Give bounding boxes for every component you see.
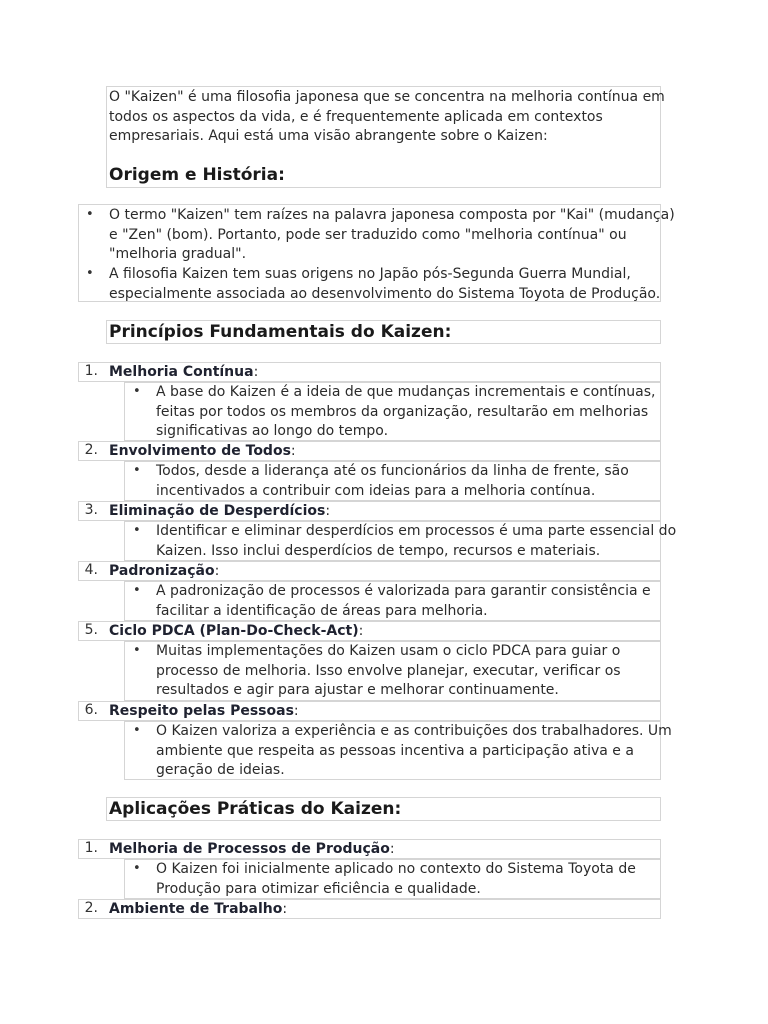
intro-paragraph: O "Kaizen" é uma filosofia japonesa que se concentra na melhoria contínua em todos os aspectos da vida, e é frequentemente aplicada em contextos empresariais. Aqui está uma visão abrangente sobre o Kaizen: <box>109 89 665 144</box>
principio-desc: A padronização de processos é valorizada para garantir consistência e facilitar a identificação de áreas para melhoria. <box>156 583 651 619</box>
bullet-icon: • <box>133 463 141 478</box>
bullet-icon: • <box>133 523 141 538</box>
list-number: 6. <box>84 702 98 718</box>
bullet-icon: • <box>86 266 94 281</box>
principio-desc: O Kaizen valoriza a experiência e as contribuições dos trabalhadores. Um ambiente que respeita as pessoas incentiva a participação ativa e a geração de ideias. <box>156 723 672 778</box>
bullet-icon: • <box>133 643 141 658</box>
origem-bullet-1: O termo "Kaizen" tem raízes na palavra japonesa composta por "Kai" (mudança) e "Zen" (bom). Portanto, pode ser traduzido como "melhoria contínua" ou "melhoria gradual". <box>109 207 675 262</box>
principio-title: Padronização: <box>109 563 220 579</box>
list-number: 3. <box>84 502 98 518</box>
principio-title: Respeito pelas Pessoas: <box>109 703 299 719</box>
bullet-icon: • <box>133 861 141 876</box>
principio-desc: Todos, desde a liderança até os funcionários da linha de frente, são incentivados a contribuir com ideias para a melhoria contínua. <box>156 463 629 499</box>
principio-desc: A base do Kaizen é a ideia de que mudanças incrementais e contínuas, feitas por todos os membros da organização, resultarão em melhorias significativas ao longo do tempo. <box>156 384 656 439</box>
principio-desc: Muitas implementações do Kaizen usam o ciclo PDCA para guiar o processo de melhoria. Isso envolve planejar, executar, verificar os resultados e agir para ajustar e melhorar continuamente. <box>156 643 621 698</box>
aplicacao-title: Ambiente de Trabalho: <box>109 901 288 917</box>
bullet-icon: • <box>133 384 141 399</box>
list-number: 1. <box>84 363 98 379</box>
aplicacao-title: Melhoria de Processos de Produção: <box>109 841 395 857</box>
bullet-icon: • <box>86 207 94 222</box>
bullet-icon: • <box>133 723 141 738</box>
aplicacao-desc: O Kaizen foi inicialmente aplicado no contexto do Sistema Toyota de Produção para otimizar eficiência e qualidade. <box>156 861 636 897</box>
heading-origem: Origem e História: <box>109 165 285 185</box>
principio-desc: Identificar e eliminar desperdícios em processos é uma parte essencial do Kaizen. Isso inclui desperdícios de tempo, recursos e materiais. <box>156 523 677 559</box>
heading-aplicacoes: Aplicações Práticas do Kaizen: <box>109 799 402 819</box>
list-number: 2. <box>84 442 98 458</box>
list-number: 4. <box>84 562 98 578</box>
principio-title: Melhoria Contínua: <box>109 364 259 380</box>
origem-bullet-2: A filosofia Kaizen tem suas origens no Japão pós-Segunda Guerra Mundial, especialmente associada ao desenvolvimento do Sistema Toyota de Produção. <box>109 266 661 302</box>
principio-title: Ciclo PDCA (Plan-Do-Check-Act): <box>109 623 364 639</box>
list-number: 2. <box>84 900 98 916</box>
principio-title: Envolvimento de Todos: <box>109 443 296 459</box>
heading-principios: Princípios Fundamentais do Kaizen: <box>109 322 452 342</box>
bullet-icon: • <box>133 583 141 598</box>
list-number: 1. <box>84 840 98 856</box>
list-number: 5. <box>84 622 98 638</box>
principio-title: Eliminação de Desperdícios: <box>109 503 331 519</box>
